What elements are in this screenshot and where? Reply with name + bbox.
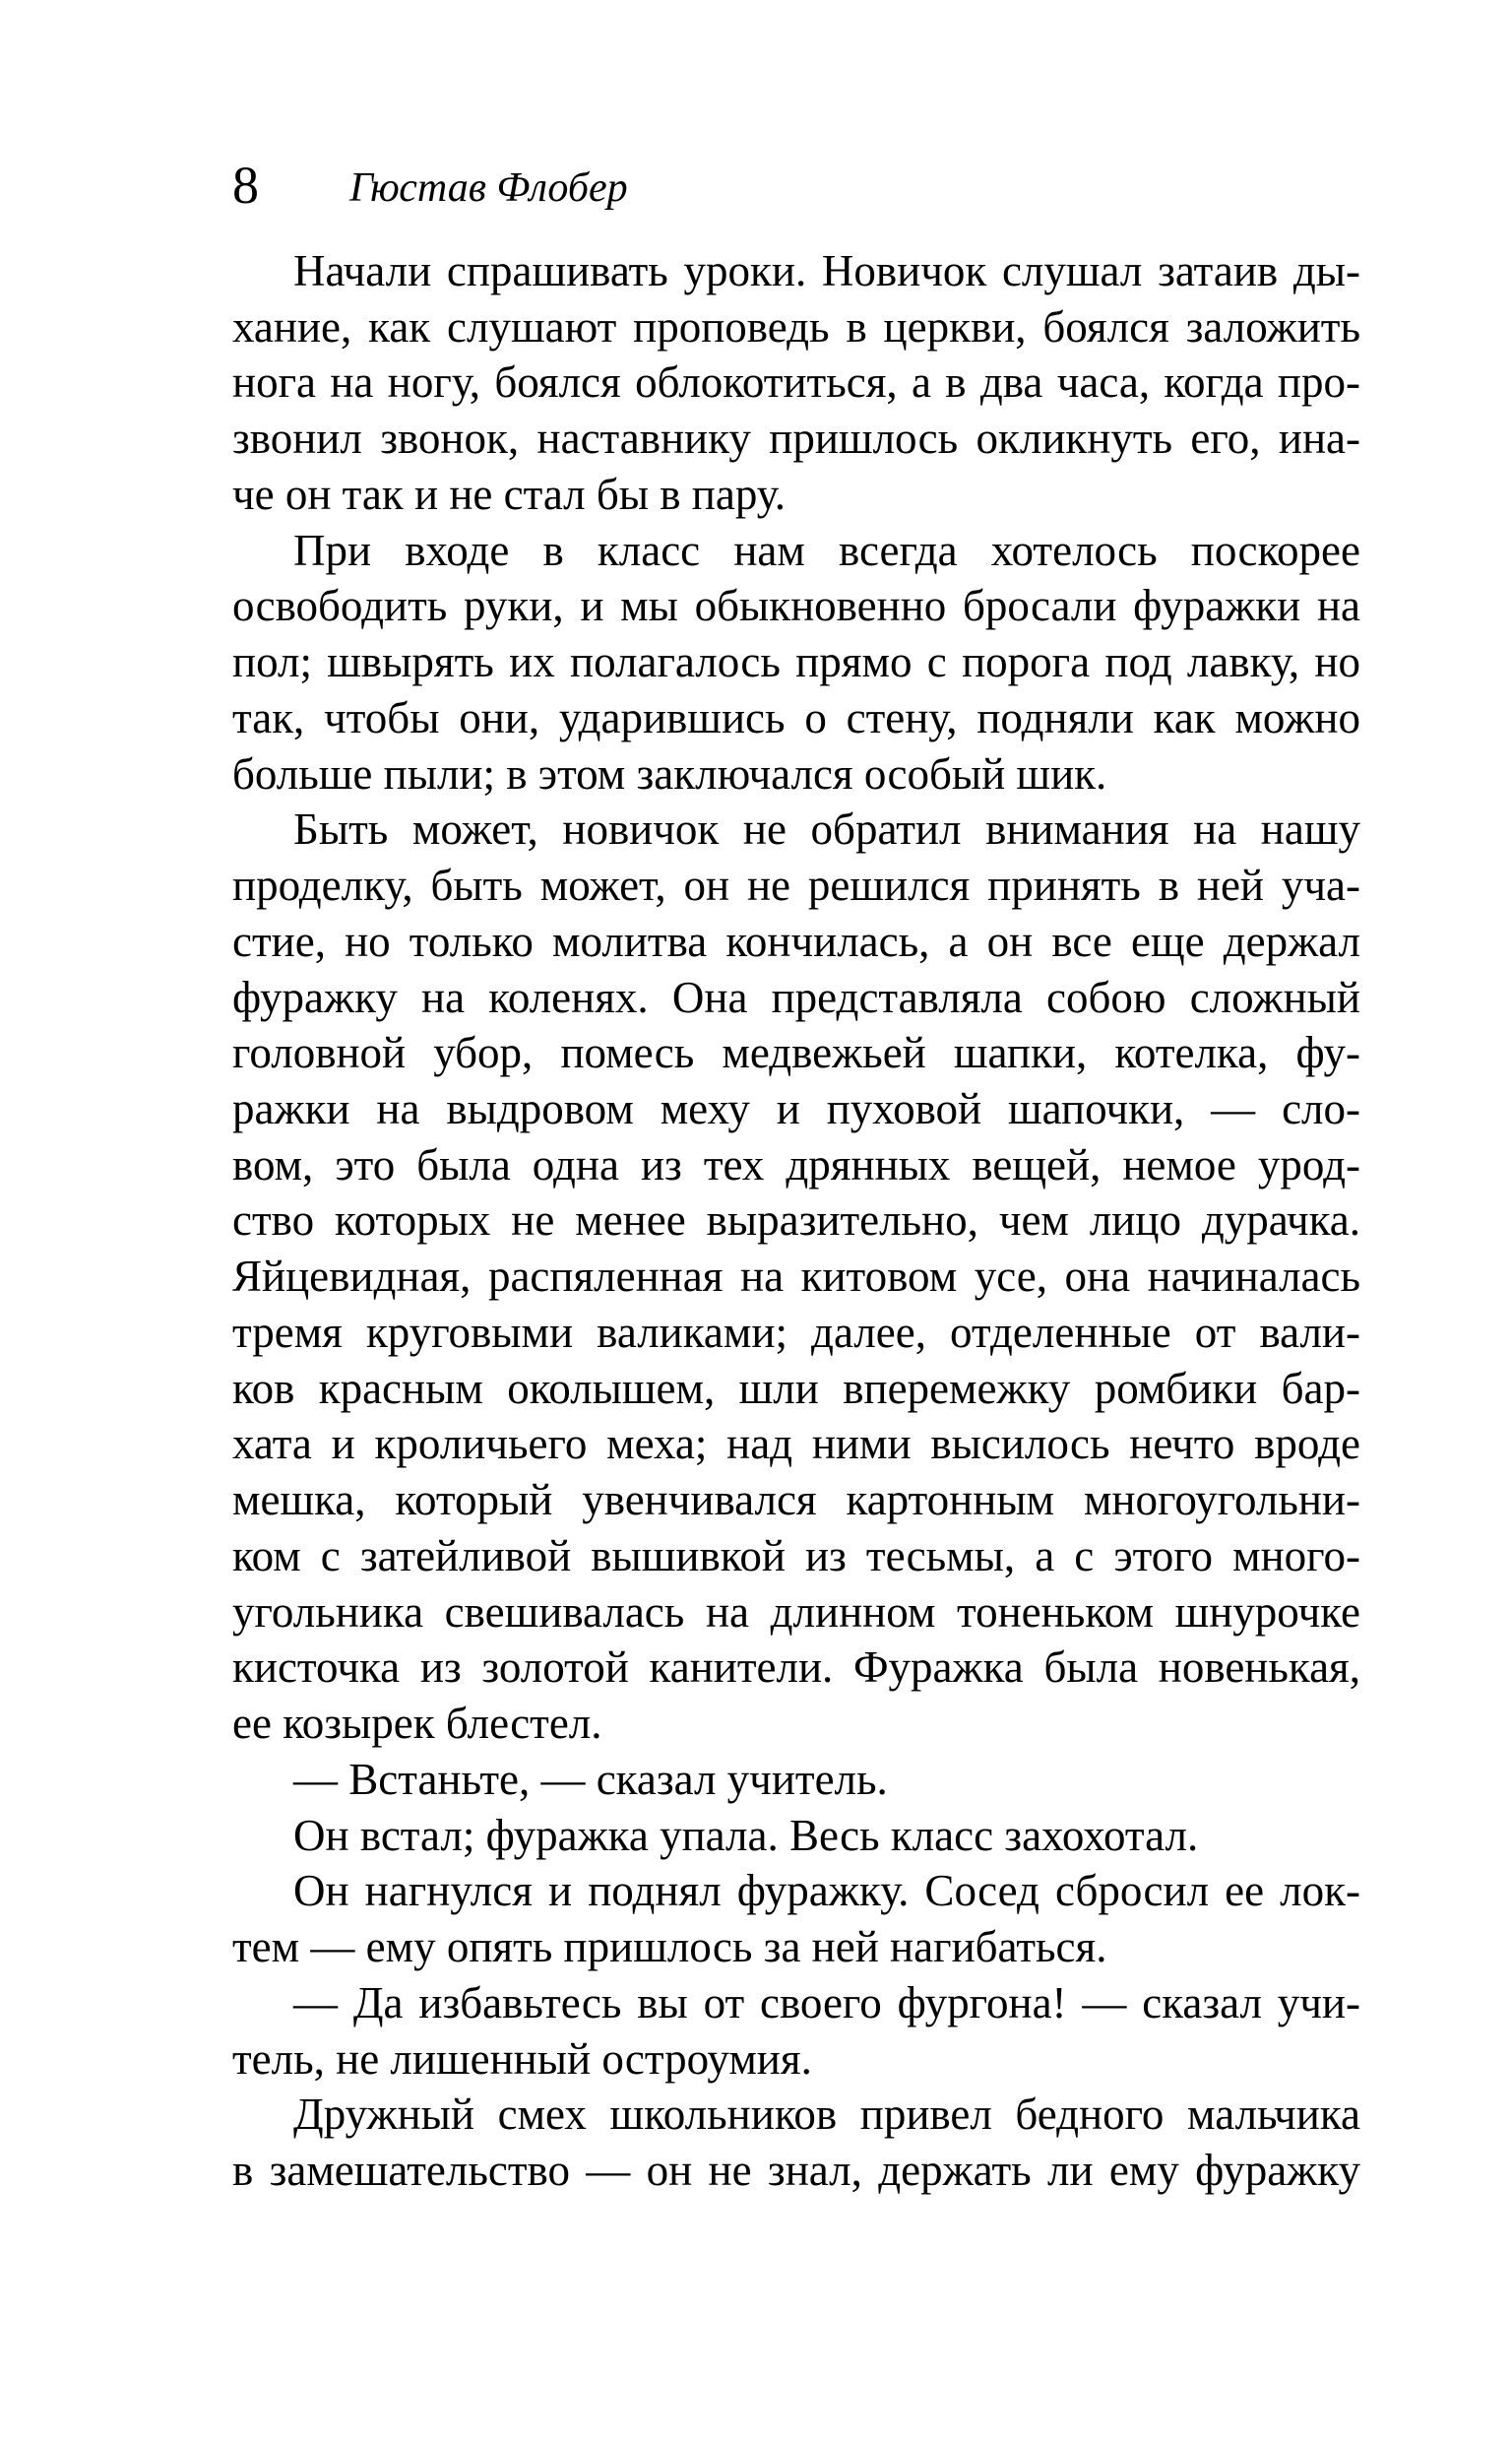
text-line: нога на ногу, боялся облокотиться, а в два часа, когда про-	[232, 357, 1360, 408]
dialogue-line: — Да избавьтесь вы от своего фургона! — сказал учи-	[293, 1977, 1360, 2027]
text-line: Яйцевидная, распяленная на китовом усе, она начиналась	[232, 1252, 1360, 1302]
text-line: угольника свешивалась на длинном тоненьком шнурочке	[232, 1586, 1360, 1637]
text-line: тель, не лишенный остроумия.	[232, 2033, 812, 2084]
text-line: головной убор, помесь медвежьей шапки, котелка, фу-	[232, 1028, 1360, 1078]
running-title-author: Гюстав Флобер	[349, 165, 628, 211]
text-line: че он так и не стал бы в пару.	[232, 469, 786, 519]
text-line: тремя круговыми валиками; далее, отделенные от вали-	[232, 1307, 1360, 1357]
text-line: в замешательство — он не знал, держать ли ему фуражку	[232, 2145, 1360, 2195]
text-line: вом, это была одна из тех дрянных вещей, немое урод-	[232, 1139, 1360, 1189]
text-line: ство которых не менее выразительно, чем лицо дурачка.	[232, 1195, 1360, 1246]
text-line: так, чтобы они, ударившись о стену, подняли как можно	[232, 692, 1360, 742]
text-line: звонил звонок, наставнику пришлось окликнуть его, ина-	[232, 414, 1360, 464]
text-line: Начали спрашивать уроки. Новичок слушал затаив ды-	[293, 246, 1360, 295]
text-line: ков красным околышем, шли вперемежку ромбики бар-	[232, 1363, 1360, 1413]
text-line: пол; швырять их полагалось прямо с порога под лавку, но	[232, 637, 1360, 687]
text-line: ком с затейливой вышивкой из тесьмы, а с этого много-	[232, 1530, 1360, 1580]
text-line: При входе в класс нам всегда хотелось поскорее	[293, 525, 1360, 575]
text-line: ражки на выдровом меху и пуховой шапочки, — сло-	[232, 1084, 1360, 1134]
dialogue-line: — Встаньте, — сказал учитель.	[293, 1754, 888, 1804]
body-text	[232, 243, 1360, 2199]
running-head	[0, 0, 1512, 236]
text-line: освободить руки, и мы обыкновенно бросали фуражки на	[232, 581, 1360, 631]
text-line: ее козырек блестел.	[232, 1699, 602, 1749]
text-line: Он нагнулся и поднял фуражку. Сосед сбросил ее лок-	[293, 1866, 1360, 1916]
text-line: Дружный смех школьников привел бедного мальчика	[293, 2089, 1360, 2140]
text-line: проделку, быть может, он не решился принять в ней уча-	[232, 861, 1360, 911]
page-number: 8	[232, 156, 259, 215]
text-line: больше пыли; в этом заключался особый шик.	[232, 748, 1107, 799]
text-line: Он встал; фуражка упала. Весь класс захохотал.	[293, 1810, 1199, 1860]
text-line: кисточка из золотой канители. Фуражка была новенькая,	[232, 1642, 1360, 1693]
text-line: мешка, который увенчивался картонным многоугольни-	[232, 1475, 1360, 1525]
text-line: стие, но только молитва кончилась, а он все еще держал	[232, 916, 1360, 966]
text-line: Быть может, новичок не обратил внимания на нашу	[293, 804, 1360, 855]
text-line: фуражку на коленях. Она представляла собою сложный	[232, 972, 1360, 1022]
text-line: тем — ему опять пришлось за ней нагибаться.	[232, 1922, 1107, 1972]
text-line: хата и кроличьего меха; над ними высилось нечто вроде	[232, 1419, 1360, 1469]
text-line: хание, как слушают проповедь в церкви, боялся заложить	[232, 301, 1360, 352]
